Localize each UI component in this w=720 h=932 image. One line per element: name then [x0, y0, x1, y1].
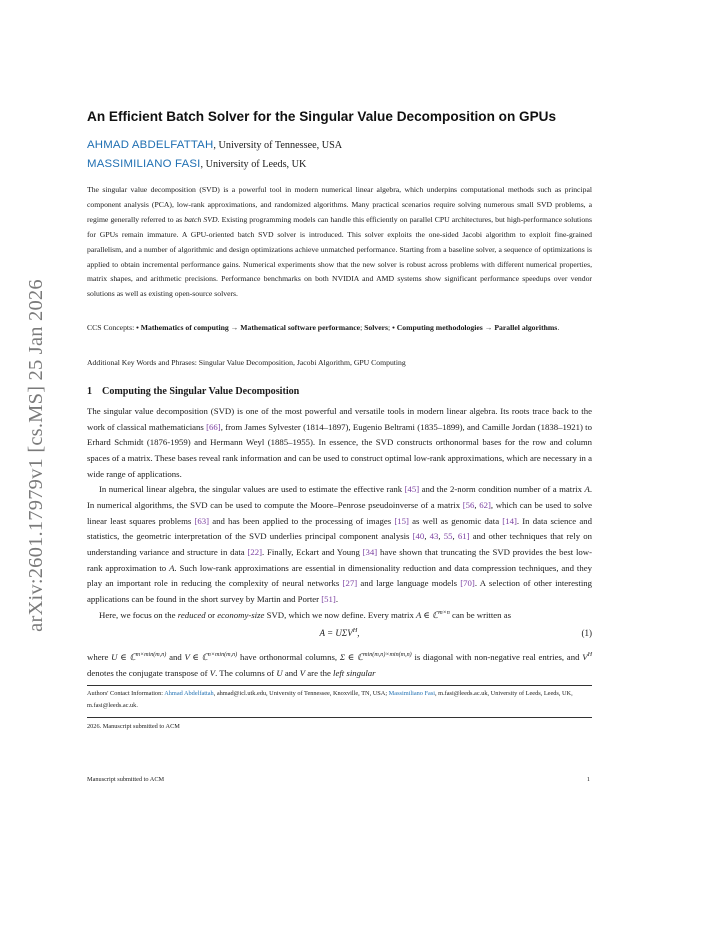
abstract-emphasis: batch SVD [184, 214, 218, 224]
footnote-rule [87, 717, 592, 718]
citation-link[interactable]: [45] [404, 484, 420, 495]
citation-link[interactable]: [51] [321, 593, 336, 604]
footnote-rule [87, 685, 592, 686]
equation-number: (1) [581, 628, 592, 638]
author-1 [87, 139, 342, 151]
author-affiliation: , University of Leeds, UK [200, 159, 307, 170]
footer-text: Manuscript submitted to ACM [87, 776, 165, 783]
citation-link[interactable]: 43 [429, 531, 439, 542]
contact-information: Authors' Contact Information: Ahmad Abdelfattah, ahmad@icl.utk.edu, University of Tennessee, Knoxville, TN, USA; Massimiliano Fasi, m.fasi@leeds.ac.uk, University of Leeds, Leeds, UK, m.fasi@leeds.ac.uk. [87, 690, 573, 709]
abstract [87, 183, 592, 302]
equation-1 [87, 628, 592, 644]
author-link[interactable]: Ahmad Abdelfattah [164, 690, 214, 697]
ccs-label: CCS Concepts: [87, 323, 137, 332]
author-link[interactable]: Massimiliano Fasi [388, 690, 436, 697]
citation-link[interactable]: [40 [412, 531, 425, 542]
ccs-concept: Solvers [364, 323, 389, 332]
paper-title: An Efficient Batch Solver for the Singular Value Decomposition on GPUs [87, 109, 557, 124]
paragraph: In numerical linear algebra, the singular values are used to estimate the effective rank [45] and the 2-norm condition number of a matrix A. In numerical algorithms, the SVD can be used to compute the Moore–Penrose pseudoinverse of a matrix [56, 62], which can be used to solve linear least squares problems [63] and has been applied to the processing of images [15] as well as genomic data [14]. In data science and statistics, the geometric interpretation of the SVD underlies principal component analysis [40, 43, 55, 61] and other techniques that rely on understanding variance and structure in data [22]. Finally, Eckart and Young [34] have shown that truncating the SVD provides the best low-rank approximation to A. Such low-rank approximations are essential in dimensionality reduction and data compression techniques, and they play an important role in reducing the complexity of neural networks [27] and large language models [70]. A selection of other interesting applications can be found in the short survey by Martin and Porter [51]. [87, 484, 593, 604]
author-name[interactable]: MASSIMILIANO FASI [87, 158, 201, 170]
citation-link[interactable]: [63] [194, 515, 210, 526]
ccs-concepts [87, 321, 592, 336]
paragraph: Here, we focus on the reduced or economy-size SVD, which we now define. Every matrix A ∈ ℂ$^{m\times n}$ can be written as [99, 609, 512, 620]
section-number: 1 [87, 386, 93, 397]
ccs-separator: ; [360, 323, 365, 332]
author-name[interactable]: AHMAD ABDELFATTAH [87, 139, 214, 151]
citation-link[interactable]: [56 [462, 499, 475, 510]
citation-link[interactable]: [15] [394, 515, 409, 526]
citation-link[interactable]: [70] [460, 578, 475, 589]
page-footer [87, 776, 592, 783]
citation-link[interactable]: 55 [443, 531, 453, 542]
citation-link[interactable]: [14] [502, 515, 517, 526]
paragraph: where U ∈ ℂ$^{m\times min(m,n)}$ and V ∈ ℂ$^{n\times min(m,n)}$ have orthonormal columns, Σ ∈ ℂ$^{min(m,n)\times min(m,n)}$ is diagonal with non-negative real entries, and $V^H$ denotes the conjugate transpose of V. The columns of U and V are the left singular [87, 652, 592, 678]
abstract-text: . Existing programming models can handle this efficiently on parallel CPU architectures, but high-performance solutions for GPUs remain immature. A GPU-oriented batch SVD solver is introduced. This solver exploits the one-sided Jacobi algorithm to exploit fine-grained parallelism, and a number of algorithmic and design optimizations achieve unmatched performance. Starting from a baseline solver, a sequence of optimizations is applied to obtain incremental performance gains. Numerical experiments show that the new solver is robust across problems with different numerical properties, matrix shapes, and arithmetic precisions. Performance benchmarks on both NVIDIA and AMD systems show significant performance speedups over vendor solutions as well as existing open-source solvers. [87, 214, 592, 299]
page-number: 1 [586, 776, 590, 783]
arxiv-stamp [6, 255, 66, 655]
ccs-concept: • Computing methodologies → Parallel algorithms [392, 323, 558, 332]
keywords: Additional Key Words and Phrases: Singular Value Decomposition, Jacobi Algorithm, GPU Computing [87, 358, 406, 367]
abstract-text: The singular value decomposition (SVD) is a powerful tool in modern numerical linear algebra, which underpins computational methods such as principal component analysis (PCA), low-rank approximations, and randomized algorithms. Many practical scenarios require solving numerous small SVD problems, a regime generally referred to as [87, 185, 592, 224]
equation-body: $A = U\Sigma V^H$, [319, 627, 360, 638]
author-2 [87, 158, 306, 170]
body-text [87, 404, 592, 623]
citation-link[interactable]: [27] [342, 578, 358, 589]
paragraph: The singular value decomposition (SVD) is one of the most powerful and versatile tools in modern linear algebra. Its roots trace back to the work of classical mathematicians [66], from James Sylvester (1814–1897), Eugenio Beltrami (1835–1899), and Camille Jordan (1838–1921) to Erhard Schmidt (1876-1959) and Hermann Weyl (1885–1955). In essence, the SVD constructs orthonormal bases for the row and column spaces of a matrix. These bases reveal rank information and can be used to construct optimal low-rank approximations, which are necessary in a wide range of applications. [87, 406, 592, 479]
citation-link[interactable]: 61] [457, 531, 470, 542]
ccs-end: . [557, 323, 560, 332]
section-heading [87, 386, 299, 397]
arxiv-stamp-text: arXiv:2601.17979v1 [cs.MS] 25 Jan 2026 [24, 278, 47, 632]
citation-link[interactable]: [66] [206, 421, 221, 432]
citation-link[interactable]: [34] [362, 546, 378, 557]
submission-note: 2026. Manuscript submitted to ACM [87, 723, 180, 730]
ccs-separator: ; [388, 323, 393, 332]
ccs-concept: • Mathematics of computing → Mathematical software performance [136, 323, 361, 332]
citation-link[interactable]: 62] [479, 499, 491, 510]
section-title: Computing the Singular Value Decomposition [102, 386, 300, 397]
citation-link[interactable]: [22] [247, 546, 263, 557]
author-affiliation: , University of Tennessee, USA [213, 140, 343, 151]
